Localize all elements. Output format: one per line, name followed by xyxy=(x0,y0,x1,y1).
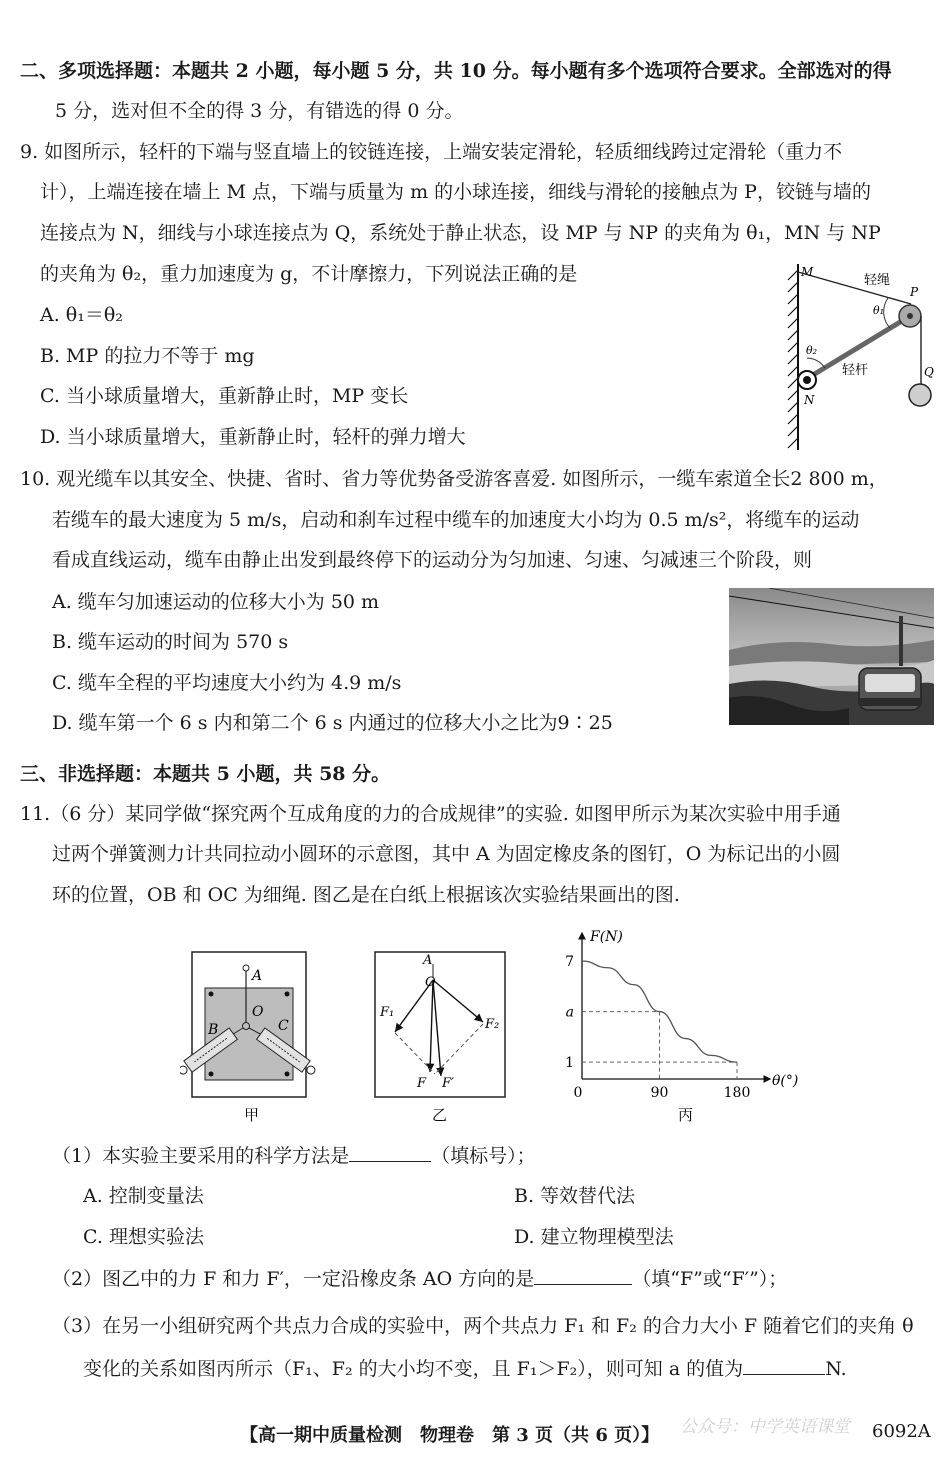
q11-part3-blank[interactable] xyxy=(743,1356,825,1375)
label-theta2: θ₂ xyxy=(806,344,818,357)
q11-part1-option-a: A. 控制变量法 xyxy=(83,1185,204,1207)
y-tick-7: 7 xyxy=(565,954,574,970)
yi-label-Fprime: F′ xyxy=(442,1076,454,1091)
yi-label-F: F xyxy=(417,1076,427,1091)
jia-label-A: A xyxy=(252,968,263,984)
q11-part1-option-c: C. 理想实验法 xyxy=(83,1226,204,1248)
q9-option-a: A. θ₁＝θ₂ xyxy=(40,304,123,326)
yi-label-F1: F₁ xyxy=(380,1005,395,1020)
q11-part1 xyxy=(52,1143,536,1168)
label-P: P xyxy=(910,285,919,299)
q11-part1-blank[interactable] xyxy=(349,1143,431,1162)
section-2-heading: 二、多项选择题：本题共 2 小题，每小题 5 分，共 10 分。每小题有多个选项符合要求。全部选对的得 xyxy=(20,60,892,82)
ball xyxy=(909,384,931,406)
q9-option-b: B. MP 的拉力不等于 mg xyxy=(40,345,255,367)
label-M: M xyxy=(801,265,814,279)
cable-car-photo xyxy=(729,588,934,725)
q11-part2-blank[interactable] xyxy=(534,1266,632,1285)
jia-label-C: C xyxy=(278,1018,289,1034)
jia-label-O: O xyxy=(252,1004,264,1020)
yi-label-O: O xyxy=(425,975,436,990)
q11-part3-line1: （3）在另一小组研究两个共点力合成的实验中，两个共点力 F₁ 和 F₂ 的合力大小 F 随着它们的夹角 θ xyxy=(52,1315,914,1337)
q11-part1-option-b: B. 等效替代法 xyxy=(514,1185,636,1207)
x-tick-180: 180 xyxy=(723,1085,751,1101)
q10-option-d: D. 缆车第一个 6 s 内和第二个 6 s 内通过的位移大小之比为9∶25 xyxy=(52,712,613,734)
q11-part3-end: N. xyxy=(825,1358,847,1380)
q10-stem-line1: 10. 观光缆车以其安全、快捷、省时、省力等优势备受游客喜爱. 如图所示，一缆车索道全长2 800 m， xyxy=(20,468,888,490)
jia-caption: 甲 xyxy=(244,1106,260,1124)
x-tick-90: 90 xyxy=(650,1085,669,1101)
q11-part2-end: （填“F”或“F′”）； xyxy=(632,1268,788,1290)
figure-yi xyxy=(370,950,510,1125)
chart-xlabel: θ(°) xyxy=(772,1073,799,1089)
q11-part3-text: 变化的关系如图丙所示（F₁、F₂ 的大小均不变，且 F₁＞F₂），则可知 a 的值为 xyxy=(83,1358,744,1380)
figure-jia xyxy=(180,950,320,1125)
y-tick-1: 1 xyxy=(565,1055,574,1072)
bing-caption: 丙 xyxy=(678,1106,694,1124)
watermark: 公众号：中学英语课堂 xyxy=(680,1417,850,1437)
yi-caption: 乙 xyxy=(432,1106,448,1124)
q9-stem-line2: 计），上端连接在墙上 M 点，下端与质量为 m 的小球连接，细线与滑轮的接触点为 P，铰链与墙的 xyxy=(40,181,871,203)
q9-stem-line1: 9. 如图所示，轻杆的下端与竖直墙上的铰链连接，上端安装定滑轮，轻质细线跨过定滑轮（重力不 xyxy=(20,141,843,163)
y-tick-a: a xyxy=(565,1004,574,1021)
q9-stem-line3: 连接点为 N，细线与小球连接点为 Q，系统处于静止状态，设 MP 与 NP 的夹角为 θ₁，MN 与 NP xyxy=(40,222,881,244)
q11-stem-line3: 环的位置，OB 和 OC 为细绳. 图乙是在白纸上根据该次实验结果画出的图. xyxy=(52,884,680,906)
q10-stem-line2: 若缆车的最大速度为 5 m/s，启动和刹车过程中缆车的加速度大小均为 0.5 m/s²，将缆车的运动 xyxy=(52,509,860,531)
q10-option-a: A. 缆车匀加速运动的位移大小为 50 m xyxy=(52,591,380,613)
q10-stem-line3: 看成直线运动，缆车由静止出发到最终停下的运动分为匀加速、匀速、匀减速三个阶段，则 xyxy=(52,549,813,571)
q9-option-c: C. 当小球质量增大，重新静止时，MP 变长 xyxy=(40,385,409,407)
label-rod: 轻杆 xyxy=(842,363,869,378)
page-footer: 【高一期中质量检测 物理卷 第 3 页（共 6 页）】 xyxy=(240,1425,660,1446)
q9-pulley-figure xyxy=(780,262,940,452)
q11-part3-line2 xyxy=(83,1356,847,1381)
yi-label-A: A xyxy=(423,953,433,968)
q11-part2-text: （2）图乙中的力 F 和力 F′，一定沿橡皮条 AO 方向的是 xyxy=(52,1268,535,1290)
figure-bing-chart xyxy=(560,925,805,1125)
rope-mp xyxy=(798,272,911,304)
jia-label-B: B xyxy=(208,1022,219,1038)
q11-part2 xyxy=(52,1266,787,1291)
q11-stem-line1: 11.（6 分）某同学做“探究两个互成角度的力的合成规律”的实验. 如图甲所示为某次实验中用手通 xyxy=(20,803,841,825)
chart-ylabel: F(N) xyxy=(590,929,623,945)
q9-option-d: D. 当小球质量增大，重新静止时，轻杆的弹力增大 xyxy=(40,426,466,448)
q11-part1-end: （填标号）； xyxy=(431,1145,536,1167)
yi-label-F2: F₂ xyxy=(485,1017,500,1032)
q11-part1-option-d: D. 建立物理模型法 xyxy=(514,1226,674,1248)
label-N: N xyxy=(804,393,815,407)
section-2-heading-cont: 5 分，选对但不全的得 3 分，有错选的得 0 分。 xyxy=(55,100,464,122)
label-theta1: θ₁ xyxy=(873,304,885,317)
q10-option-b: B. 缆车运动的时间为 570 s xyxy=(52,631,289,653)
x-tick-0: 0 xyxy=(573,1085,583,1101)
section-3-heading: 三、非选择题：本题共 5 小题，共 58 分。 xyxy=(20,763,391,785)
label-Q: Q xyxy=(924,365,934,379)
q10-option-c: C. 缆车全程的平均速度大小约为 4.9 m/s xyxy=(52,672,402,694)
q11-stem-line2: 过两个弹簧测力计共同拉动小圆环的示意图，其中 A 为固定橡皮条的图钉，O 为标记出的小圆 xyxy=(52,843,841,865)
q9-stem-line4: 的夹角为 θ₂，重力加速度为 g，不计摩擦力，下列说法正确的是 xyxy=(40,263,578,285)
label-rope: 轻绳 xyxy=(864,273,891,288)
paper-code: 6092A xyxy=(872,1421,931,1442)
q11-part1-text: （1）本实验主要采用的科学方法是 xyxy=(52,1145,350,1167)
